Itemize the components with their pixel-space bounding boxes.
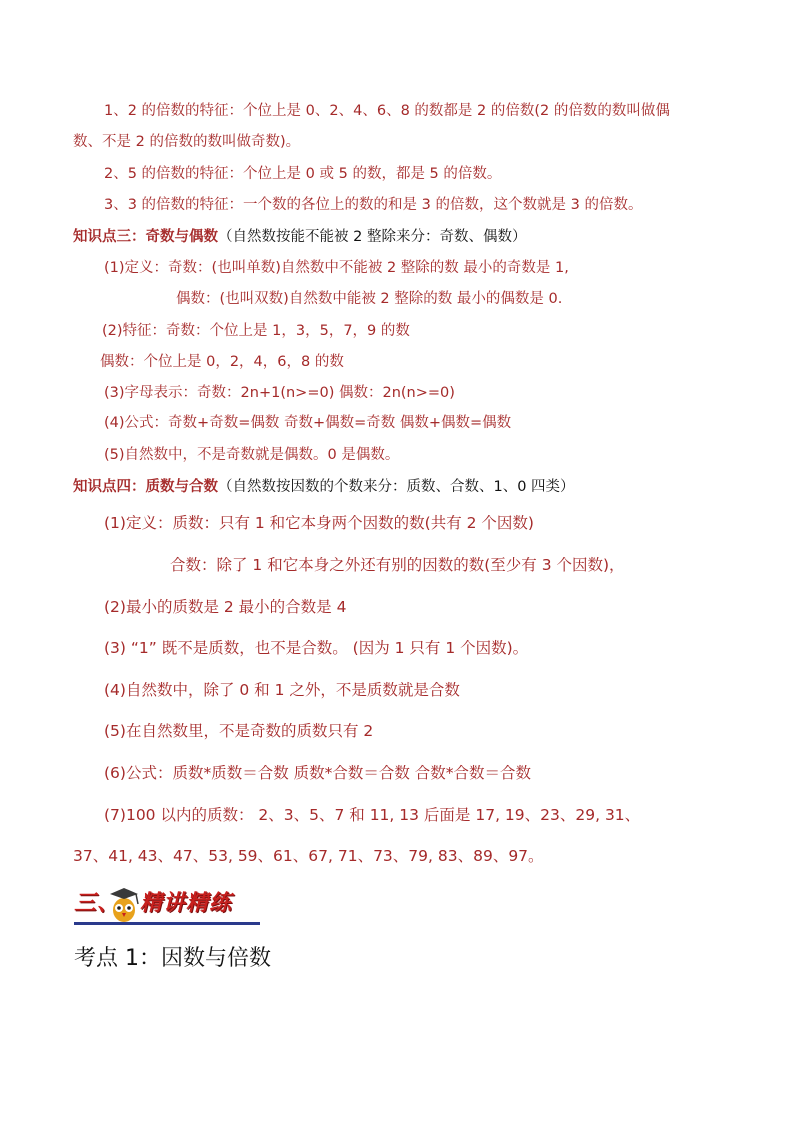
section-banner	[74, 884, 264, 928]
multiples-of-5-line: 2、5 的倍数的特征：个位上是 0 或 5 的数，都是 5 的倍数。	[104, 166, 502, 182]
multiples-of-2-line-cont: 数、不是 2 的倍数的数叫做奇数)。	[73, 134, 301, 150]
point4-heading	[73, 477, 575, 497]
banner-number: 三、	[74, 891, 121, 916]
odd-feature: (2)特征：奇数：个位上是 1，3，5，7，9 的数	[102, 323, 410, 339]
banner-label	[74, 888, 264, 920]
banner-underline	[74, 922, 260, 925]
point3-title: 知识点三：奇数与偶数	[73, 229, 218, 245]
prime-formula: (6)公式：质数*质数＝合数 质数*合数＝合数 合数*合数＝合数	[104, 764, 532, 782]
parity-formula: (4)公式：奇数+奇数=偶数 奇数+偶数=奇数 偶数+偶数=偶数	[104, 415, 512, 431]
point4-title: 知识点四：质数与合数	[73, 479, 218, 495]
prime-definition: (1)定义：质数：只有 1 和它本身两个因数的数(共有 2 个因数)	[104, 514, 534, 532]
section-title: 考点 1：因数与倍数	[74, 946, 271, 971]
even-definition: 偶数：(也叫双数)自然数中能被 2 整除的数 最小的偶数是 0.	[176, 291, 563, 307]
composite-definition: 合数：除了 1 和它本身之外还有别的因数的数(至少有 3 个因数)，	[170, 556, 625, 574]
banner-text	[74, 888, 264, 920]
multiples-of-2-line: 1、2 的倍数的特征：个位上是 0、2、4、6、8 的数都是 2 的倍数(2 的倍数的数叫做偶	[104, 103, 670, 119]
one-statement: (3) “1” 既不是质数，也不是合数。 (因为 1 只有 1 个因数)。	[104, 639, 529, 657]
point3-heading	[73, 227, 526, 247]
point4-subtitle: （自然数按因数的个数来分：质数、合数、1、0 四类）	[218, 479, 575, 495]
primes-list-line1: (7)100 以内的质数： 2、3、5、7 和 11, 13 后面是 17, 19、23、29, 31、	[104, 806, 641, 824]
parity-natural: (5)自然数中，不是奇数就是偶数。0 是偶数。	[104, 447, 400, 463]
multiples-of-3-line: 3、3 的倍数的特征：一个数的各位上的数的和是 3 的倍数，这个数就是 3 的倍数。	[104, 197, 643, 213]
even-feature: 偶数：个位上是 0，2，4，6，8 的数	[100, 354, 344, 370]
odd-definition: (1)定义：奇数：(也叫单数)自然数中不能被 2 整除的数 最小的奇数是 1,	[104, 260, 569, 276]
smallest-prime-composite: (2)最小的质数是 2 最小的合数是 4	[104, 598, 347, 616]
point3-subtitle: （自然数按能不能被 2 整除来分：奇数、偶数）	[218, 229, 527, 245]
banner-words: 精讲精练	[140, 891, 233, 916]
natural-number-statement: (4)自然数中，除了 0 和 1 之外，不是质数就是合数	[104, 681, 460, 699]
letter-notation: (3)字母表示：奇数：2n+1(n>=0) 偶数：2n(n>=0)	[104, 385, 455, 401]
primes-list-line2: 37、41, 43、47、53, 59、61、67, 71、73、79, 83、89、97。	[73, 847, 544, 865]
even-prime-statement: (5)在自然数里，不是奇数的质数只有 2	[104, 722, 374, 740]
